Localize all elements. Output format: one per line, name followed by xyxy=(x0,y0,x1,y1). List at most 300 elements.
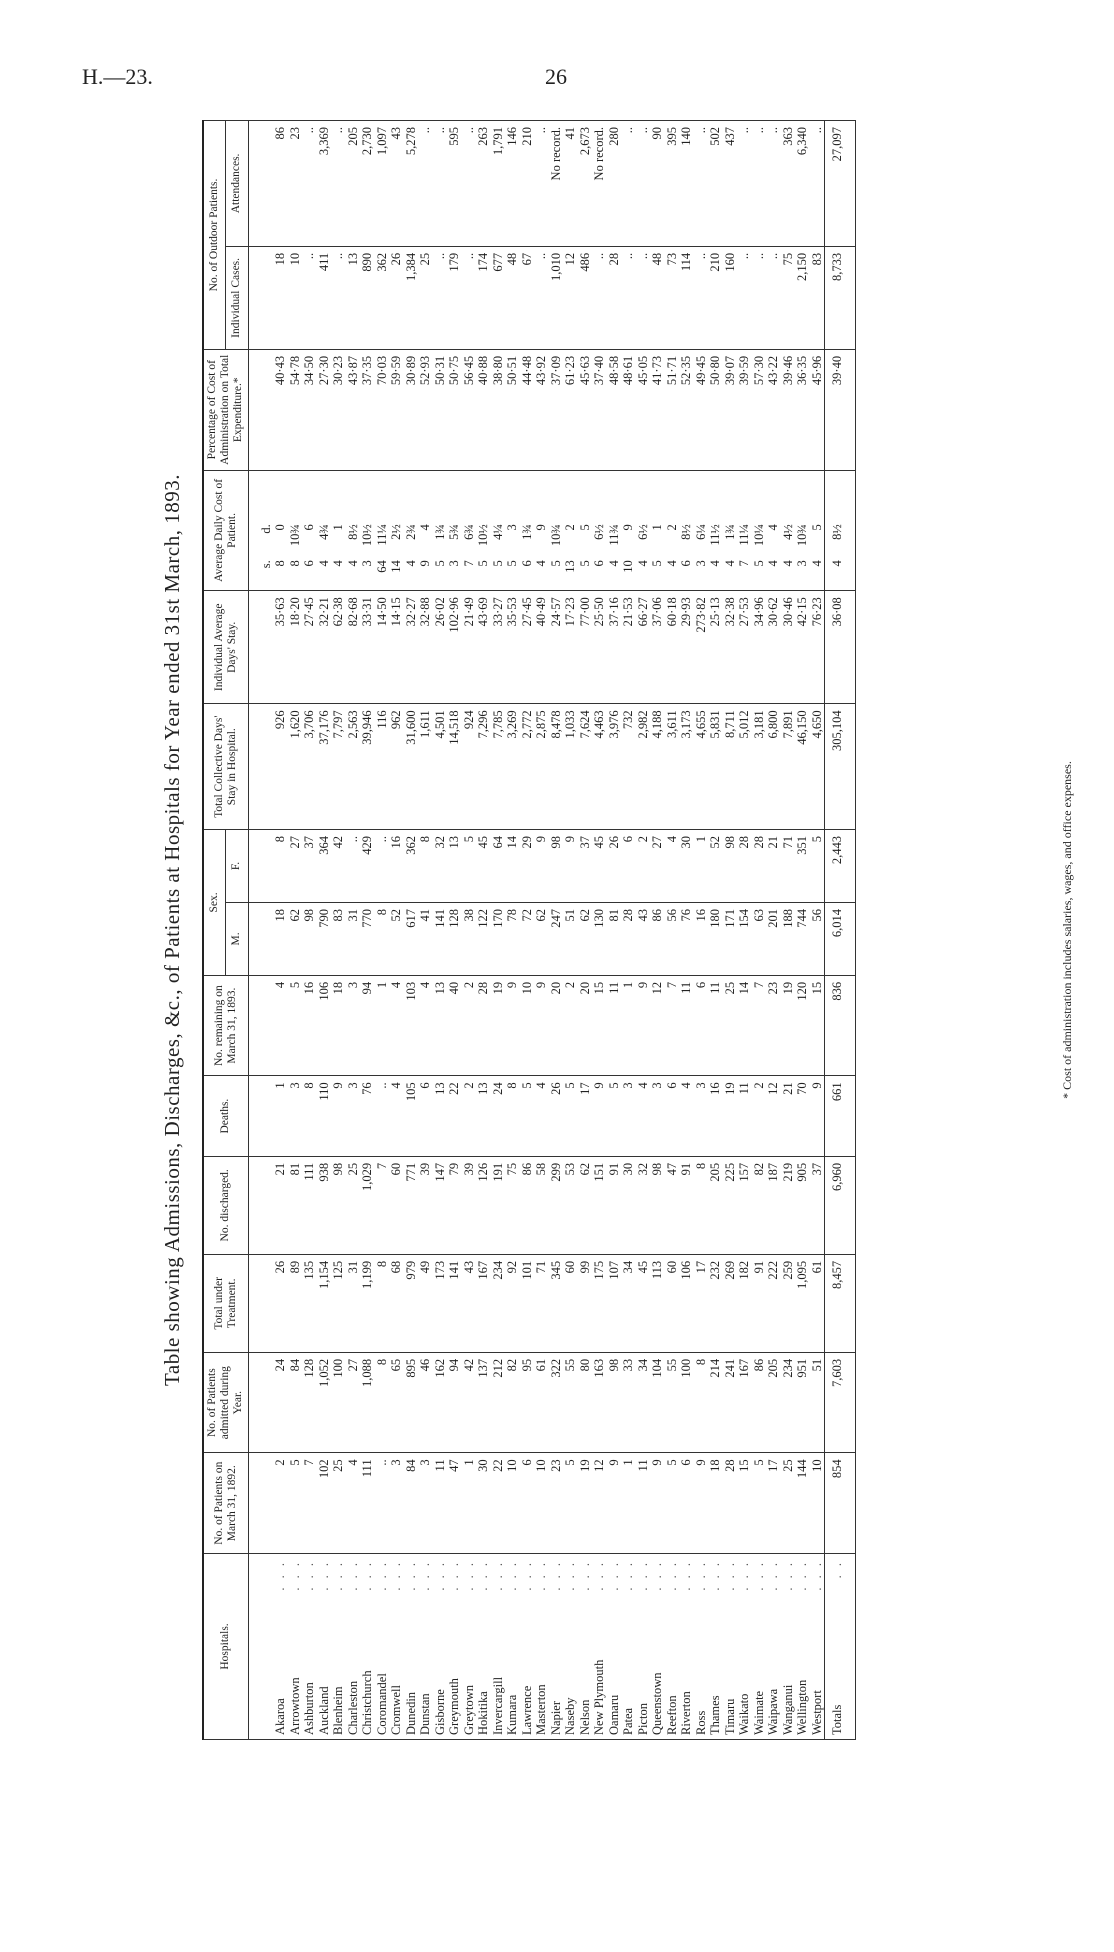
deaths: 13 xyxy=(433,1076,448,1156)
admin-percentage: 50·51 xyxy=(505,349,520,470)
deaths: 19 xyxy=(723,1076,738,1156)
units-row xyxy=(248,121,273,1740)
admitted: 1,052 xyxy=(317,1352,332,1453)
hospital-name xyxy=(752,1553,767,1739)
daily-cost-shillings: 5 xyxy=(476,560,491,567)
hospital-name-text: Arrowtown xyxy=(287,1677,302,1735)
hospital-name-text: Hokitika xyxy=(476,1691,491,1735)
admitted: 234 xyxy=(781,1352,796,1453)
collective-days: 8,711 xyxy=(723,704,738,830)
hospital-statistics-table xyxy=(202,120,856,1740)
total-under-treatment: 60 xyxy=(665,1254,680,1352)
daily-cost-shillings: 6 xyxy=(519,560,534,567)
total-under-treatment: 979 xyxy=(404,1254,419,1352)
daily-cost-shillings: 5 xyxy=(432,560,447,567)
daily-cost-pence: 2¾ xyxy=(403,524,418,540)
male: 81 xyxy=(607,902,622,975)
outdoor-cases: 25 xyxy=(418,246,433,349)
discharged: 91 xyxy=(679,1156,694,1254)
leader-dots: . . . xyxy=(273,1559,288,1591)
on-march-1892: 19 xyxy=(578,1453,593,1554)
total-under-treatment: 259 xyxy=(781,1254,796,1352)
remaining-1893: 5 xyxy=(288,975,303,1076)
collective-days: 4,650 xyxy=(810,704,825,830)
deaths: 4 xyxy=(389,1076,404,1156)
individual-days: 30·62 xyxy=(766,591,781,704)
discharged: 1,029 xyxy=(360,1156,375,1254)
outdoor-cases: 67 xyxy=(520,246,535,349)
remaining-1893: 106 xyxy=(317,975,332,1076)
remaining-1893: 4 xyxy=(418,975,433,1076)
daily-cost xyxy=(825,470,856,591)
table-row xyxy=(273,121,288,1740)
female: 5 xyxy=(810,830,825,903)
individual-days: 21·53 xyxy=(621,591,636,704)
table-row xyxy=(549,121,564,1740)
leader-dots: . . . xyxy=(577,1559,592,1591)
daily-cost xyxy=(462,470,477,591)
table-row xyxy=(476,121,491,1740)
outdoor-cases: .. xyxy=(433,246,448,349)
daily-cost-shillings: 3 xyxy=(693,560,708,567)
female: .. xyxy=(346,830,361,903)
daily-cost xyxy=(331,470,346,591)
outdoor-cases: 174 xyxy=(476,246,491,349)
female: 71 xyxy=(781,830,796,903)
admitted: 84 xyxy=(288,1352,303,1453)
hospital-name xyxy=(346,1553,361,1739)
admitted: 27 xyxy=(346,1352,361,1453)
deaths: 3 xyxy=(621,1076,636,1156)
on-march-1892: 7 xyxy=(302,1453,317,1554)
leader-dots: . . . xyxy=(751,1559,766,1591)
outdoor-cases: .. xyxy=(462,246,477,349)
page-code: H.—23. xyxy=(82,64,153,89)
remaining-1893: 9 xyxy=(636,975,651,1076)
male: 62 xyxy=(578,902,593,975)
empty-cell xyxy=(248,349,273,470)
daily-cost-shillings: 3 xyxy=(447,560,462,567)
discharged: 771 xyxy=(404,1156,419,1254)
hospital-name xyxy=(607,1553,622,1739)
daily-cost-shillings: 5 xyxy=(490,560,505,567)
outdoor-attendances: 1,791 xyxy=(491,121,506,247)
deaths: 3 xyxy=(694,1076,709,1156)
on-march-1892: 22 xyxy=(491,1453,506,1554)
deaths: 105 xyxy=(404,1076,419,1156)
daily-cost-shillings: 4 xyxy=(606,560,621,567)
deaths: 8 xyxy=(302,1076,317,1156)
outdoor-attendances: .. xyxy=(694,121,709,247)
female: 362 xyxy=(404,830,419,903)
female: 37 xyxy=(578,830,593,903)
hospital-name-text: Dunedin xyxy=(403,1691,418,1735)
collective-days: 46,150 xyxy=(795,704,810,830)
hospital-name xyxy=(563,1553,578,1739)
hospital-name xyxy=(433,1553,448,1739)
daily-cost-shillings: 4 xyxy=(403,560,418,567)
individual-days: 32·38 xyxy=(723,591,738,704)
total-under-treatment: 61 xyxy=(810,1254,825,1352)
individual-days: 34·96 xyxy=(752,591,767,704)
admin-percentage: 61·23 xyxy=(563,349,578,470)
remaining-1893: 2 xyxy=(563,975,578,1076)
daily-cost xyxy=(433,470,448,591)
total-under-treatment: 269 xyxy=(723,1254,738,1352)
male: 790 xyxy=(317,902,332,975)
individual-days: 26·02 xyxy=(433,591,448,704)
admin-percentage: 49·45 xyxy=(694,349,709,470)
hospital-name xyxy=(578,1553,593,1739)
individual-days: 25·13 xyxy=(708,591,723,704)
individual-days: 35·63 xyxy=(273,591,288,704)
individual-days: 32·27 xyxy=(404,591,419,704)
male: 56 xyxy=(665,902,680,975)
collective-days: 924 xyxy=(462,704,477,830)
leader-dots: . . . xyxy=(650,1559,665,1591)
hospital-name xyxy=(418,1553,433,1739)
female: 37 xyxy=(302,830,317,903)
table-row xyxy=(795,121,810,1740)
hospital-name xyxy=(288,1553,303,1739)
admin-percentage: 39·07 xyxy=(723,349,738,470)
leader-dots: . . . xyxy=(534,1559,549,1591)
hospital-name-text: Coromandel xyxy=(374,1673,389,1735)
total-under-treatment: 99 xyxy=(578,1254,593,1352)
hospital-name-text: Akaroa xyxy=(273,1698,288,1735)
table-row xyxy=(607,121,622,1740)
collective-days: 3,173 xyxy=(679,704,694,830)
admin-percentage: 48·58 xyxy=(607,349,622,470)
admin-percentage: 36·35 xyxy=(795,349,810,470)
outdoor-attendances: 86 xyxy=(273,121,288,247)
discharged: 81 xyxy=(288,1156,303,1254)
admin-percentage: 40·88 xyxy=(476,349,491,470)
outdoor-attendances: .. xyxy=(534,121,549,247)
admin-percentage: 50·80 xyxy=(708,349,723,470)
male: 63 xyxy=(752,902,767,975)
deaths: 5 xyxy=(607,1076,622,1156)
daily-cost xyxy=(708,470,723,591)
on-march-1892: 9 xyxy=(650,1453,665,1554)
outdoor-attendances: 90 xyxy=(650,121,665,247)
hospital-name xyxy=(621,1553,636,1739)
on-march-1892: 144 xyxy=(795,1453,810,1554)
outdoor-cases: 48 xyxy=(650,246,665,349)
female: 1 xyxy=(694,830,709,903)
daily-cost xyxy=(766,470,781,591)
admin-percentage: 54·78 xyxy=(288,349,303,470)
female: 28 xyxy=(752,830,767,903)
daily-cost-units xyxy=(248,470,273,591)
leader-dots: . . . xyxy=(780,1559,795,1591)
outdoor-attendances: 210 xyxy=(520,121,535,247)
outdoor-attendances: .. xyxy=(621,121,636,247)
hospital-name xyxy=(505,1553,520,1739)
admitted: 61 xyxy=(534,1352,549,1453)
empty-cell xyxy=(248,1156,273,1254)
individual-days: 42·15 xyxy=(795,591,810,704)
header-individual-days: Individual Average Days' Stay. xyxy=(203,591,248,704)
hospital-name xyxy=(476,1553,491,1739)
male: 38 xyxy=(462,902,477,975)
discharged: 299 xyxy=(549,1156,564,1254)
female: 64 xyxy=(491,830,506,903)
remaining-1893: 7 xyxy=(665,975,680,1076)
remaining-1893: 4 xyxy=(389,975,404,1076)
daily-cost xyxy=(534,470,549,591)
admin-percentage: 45·05 xyxy=(636,349,651,470)
female: 6 xyxy=(621,830,636,903)
empty-cell xyxy=(248,246,273,349)
admitted: 162 xyxy=(433,1352,448,1453)
empty-cell xyxy=(248,902,273,975)
on-march-1892: 5 xyxy=(752,1453,767,1554)
admin-percentage: 30·23 xyxy=(331,349,346,470)
collective-days: 31,600 xyxy=(404,704,419,830)
male: 617 xyxy=(404,902,419,975)
daily-cost-pence: 10¾ xyxy=(287,524,302,547)
daily-cost xyxy=(723,470,738,591)
female: 8 xyxy=(273,830,288,903)
hospital-name-text: Dunstan xyxy=(418,1693,433,1735)
remaining-1893: 16 xyxy=(302,975,317,1076)
collective-days: 1,611 xyxy=(418,704,433,830)
admin-percentage: 50·31 xyxy=(433,349,448,470)
remaining-1893: 11 xyxy=(607,975,622,1076)
leader-dots: . . . xyxy=(737,1559,752,1591)
on-march-1892: 5 xyxy=(665,1453,680,1554)
total-under-treatment: 91 xyxy=(752,1254,767,1352)
deaths: 9 xyxy=(592,1076,607,1156)
admitted: 55 xyxy=(563,1352,578,1453)
hospital-name xyxy=(273,1553,288,1739)
admitted: 51 xyxy=(810,1352,825,1453)
deaths: 17 xyxy=(578,1076,593,1156)
daily-cost xyxy=(418,470,433,591)
daily-cost xyxy=(563,470,578,591)
hospital-name-text: Naseby xyxy=(563,1697,578,1735)
remaining-1893: 9 xyxy=(505,975,520,1076)
discharged: 58 xyxy=(534,1156,549,1254)
admitted: 100 xyxy=(679,1352,694,1453)
table-row xyxy=(694,121,709,1740)
shillings-unit: s. xyxy=(258,560,273,569)
deaths: 9 xyxy=(331,1076,346,1156)
collective-days: 14,518 xyxy=(447,704,462,830)
on-march-1892: 28 xyxy=(723,1453,738,1554)
individual-days: 33·31 xyxy=(360,591,375,704)
male: 141 xyxy=(433,902,448,975)
discharged: 21 xyxy=(273,1156,288,1254)
daily-cost-pence: 1 xyxy=(331,524,346,531)
daily-cost xyxy=(679,470,694,591)
table-row xyxy=(650,121,665,1740)
deaths: 8 xyxy=(505,1076,520,1156)
admitted: 951 xyxy=(795,1352,810,1453)
total-under-treatment: 222 xyxy=(766,1254,781,1352)
collective-days: 5,012 xyxy=(737,704,752,830)
daily-cost-pence: 10¾ xyxy=(795,524,810,547)
table-row xyxy=(534,121,549,1740)
remaining-1893: 1 xyxy=(375,975,390,1076)
leader-dots: . . . xyxy=(331,1559,346,1591)
collective-days: 4,463 xyxy=(592,704,607,830)
admin-percentage: 37·40 xyxy=(592,349,607,470)
header-collective-days: Total Collective Days' Stay in Hospital. xyxy=(203,704,248,830)
outdoor-attendances: .. xyxy=(462,121,477,247)
hospital-name xyxy=(723,1553,738,1739)
hospital-name xyxy=(795,1553,810,1739)
discharged: 905 xyxy=(795,1156,810,1254)
daily-cost xyxy=(288,470,303,591)
collective-days: 4,655 xyxy=(694,704,709,830)
page-number: 26 xyxy=(545,64,567,89)
daily-cost xyxy=(375,470,390,591)
header-individual-cases: Individual Cases. xyxy=(226,246,248,349)
daily-cost-pence: 2 xyxy=(664,524,679,531)
leader-dots: . . . xyxy=(606,1559,621,1591)
daily-cost xyxy=(404,470,419,591)
table-row xyxy=(288,121,303,1740)
on-march-1892: 102 xyxy=(317,1453,332,1554)
male: 188 xyxy=(781,902,796,975)
individual-days: 102·96 xyxy=(447,591,462,704)
admitted: 128 xyxy=(302,1352,317,1453)
hospital-name-text: Waipawa xyxy=(766,1688,781,1735)
discharged: 25 xyxy=(346,1156,361,1254)
female: 2 xyxy=(636,830,651,903)
remaining-1893: 94 xyxy=(360,975,375,1076)
total-under-treatment: 89 xyxy=(288,1254,303,1352)
daily-cost-pence: 4 xyxy=(766,524,781,531)
admitted: 104 xyxy=(650,1352,665,1453)
hospital-name xyxy=(766,1553,781,1739)
daily-cost-shillings: 7 xyxy=(461,560,476,567)
admin-percentage: 43·22 xyxy=(766,349,781,470)
daily-cost-shillings: 14 xyxy=(389,560,404,573)
header-daily-cost: Average Daily Cost of Patient. xyxy=(203,470,248,591)
remaining-1893: 19 xyxy=(491,975,506,1076)
outdoor-attendances: .. xyxy=(752,121,767,247)
remaining-1893: 11 xyxy=(679,975,694,1076)
hospital-name-text: Blenheim xyxy=(331,1686,346,1735)
on-march-1892: 1 xyxy=(462,1453,477,1554)
hospital-name-text: Gisborne xyxy=(432,1689,447,1735)
outdoor-attendances: .. xyxy=(331,121,346,247)
table-row xyxy=(360,121,375,1740)
remaining-1893: 4 xyxy=(273,975,288,1076)
remaining-1893: 12 xyxy=(650,975,665,1076)
total-under-treatment: 26 xyxy=(273,1254,288,1352)
total-under-treatment: 43 xyxy=(462,1254,477,1352)
hospital-name-text: Auckland xyxy=(316,1686,331,1735)
admin-percentage: 40·43 xyxy=(273,349,288,470)
male: 86 xyxy=(650,902,665,975)
individual-days: 24·57 xyxy=(549,591,564,704)
daily-cost-shillings: 8 xyxy=(287,560,302,567)
remaining-1893: 15 xyxy=(592,975,607,1076)
male: 41 xyxy=(418,902,433,975)
outdoor-attendances: 1,097 xyxy=(375,121,390,247)
hospital-name-text: Ross xyxy=(693,1710,708,1735)
female: 9 xyxy=(563,830,578,903)
outdoor-cases: 2,150 xyxy=(795,246,810,349)
deaths: 2 xyxy=(752,1076,767,1156)
on-march-1892: 9 xyxy=(694,1453,709,1554)
hospital-name xyxy=(302,1553,317,1739)
male: 16 xyxy=(694,902,709,975)
admin-percentage: 37·09 xyxy=(549,349,564,470)
table-row xyxy=(462,121,477,1740)
admitted: 8 xyxy=(694,1352,709,1453)
deaths: 4 xyxy=(679,1076,694,1156)
hospital-name xyxy=(491,1553,506,1739)
female: 5 xyxy=(462,830,477,903)
table-row xyxy=(723,121,738,1740)
outdoor-cases: .. xyxy=(302,246,317,349)
total-under-treatment: 234 xyxy=(491,1254,506,1352)
individual-days: 14·50 xyxy=(375,591,390,704)
daily-cost xyxy=(549,470,564,591)
individual-days: 35·53 xyxy=(505,591,520,704)
total-under-treatment: 141 xyxy=(447,1254,462,1352)
deaths: 6 xyxy=(418,1076,433,1156)
male: 180 xyxy=(708,902,723,975)
on-march-1892: 6 xyxy=(679,1453,694,1554)
total-under-treatment: 175 xyxy=(592,1254,607,1352)
hospital-name xyxy=(520,1553,535,1739)
leader-dots: . . . xyxy=(722,1559,737,1591)
collective-days: 732 xyxy=(621,704,636,830)
daily-cost-shillings: 4 xyxy=(780,560,795,567)
outdoor-cases: 75 xyxy=(781,246,796,349)
total-under-treatment: 135 xyxy=(302,1254,317,1352)
collective-days: 3,181 xyxy=(752,704,767,830)
leader-dots: . . . xyxy=(389,1559,404,1591)
hospital-name-text: Oamaru xyxy=(606,1694,621,1735)
daily-cost-pence: 4 xyxy=(418,524,433,531)
collective-days: 3,611 xyxy=(665,704,680,830)
collective-days: 1,620 xyxy=(288,704,303,830)
total-under-treatment: 45 xyxy=(636,1254,651,1352)
hospital-name xyxy=(665,1553,680,1739)
daily-cost-pence: 11½ xyxy=(708,524,723,546)
total-under-treatment: 182 xyxy=(737,1254,752,1352)
deaths: 661 xyxy=(825,1076,856,1156)
total-under-treatment: 31 xyxy=(346,1254,361,1352)
daily-cost-pence: 1¾ xyxy=(722,524,737,540)
outdoor-cases: 10 xyxy=(288,246,303,349)
discharged: 53 xyxy=(563,1156,578,1254)
daily-cost xyxy=(650,470,665,591)
admin-percentage: 39·46 xyxy=(781,349,796,470)
discharged: 111 xyxy=(302,1156,317,1254)
footnote: * Cost of administration includes salaries, wages, and office expenses. xyxy=(1060,761,1074,1099)
discharged: 6,960 xyxy=(825,1156,856,1254)
outdoor-cases: 1,010 xyxy=(549,246,564,349)
daily-cost-shillings: 4 xyxy=(809,560,824,567)
daily-cost-pence: 8½ xyxy=(830,524,845,540)
daily-cost-pence: 6½ xyxy=(592,524,607,540)
discharged: 86 xyxy=(520,1156,535,1254)
female: 8 xyxy=(418,830,433,903)
hospital-name xyxy=(825,1553,856,1739)
collective-days: 6,800 xyxy=(766,704,781,830)
outdoor-attendances: 502 xyxy=(708,121,723,247)
admin-percentage: 45·63 xyxy=(578,349,593,470)
table-row xyxy=(563,121,578,1740)
